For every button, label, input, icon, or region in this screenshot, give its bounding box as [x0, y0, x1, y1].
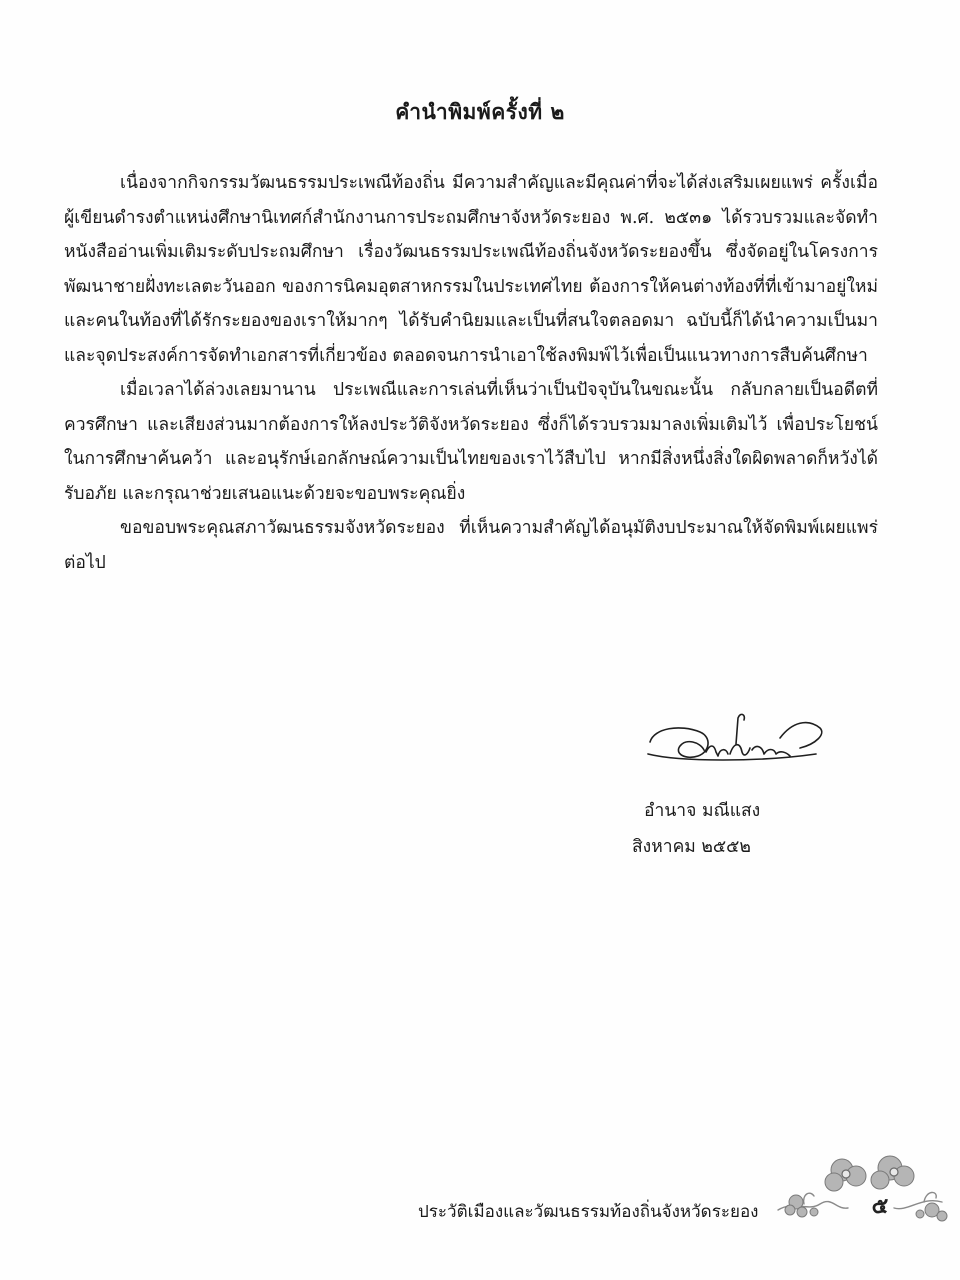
footer-book-title: ประวัติเมืองและวัฒนธรรมท้องถิ่นจังหวัดระยอง: [418, 1202, 759, 1222]
signature-block: [620, 708, 850, 857]
handwritten-signature: [640, 708, 830, 778]
signature-name: อำนาจ มณีแสง: [644, 801, 761, 821]
preface-body: [64, 166, 878, 580]
paragraph-2: เมื่อเวลาได้ล่วงเลยมานาน ประเพณีและการเล่นที่เห็นว่าเป็นปัจจุบันในขณะนั้น กลับกลายเป็นอดีตที่ควรศึกษา และเสียงส่วนมากต้องการให้ลงประวัติจังหวัดระยอง ซึ่งก็ได้รวบรวมมาลงเพิ่มเติมไว้ เพื่อประโยชน์ในการศึกษาค้นคว้า และอนุรักษ์เอกลักษณ์ความเป็นไทยของเราไว้สืบไป หากมีสิ่งหนึ่งสิ่งใดผิดพลาดก็หวังได้รับอภัย และกรุณาช่วยเสนอแนะด้วยจะขอบพระคุณยิ่ง: [64, 380, 878, 504]
signature-date: สิงหาคม ๒๕๕๒: [632, 837, 751, 857]
page-number: ๕: [871, 1193, 889, 1219]
paragraph-1: เนื่องจากกิจกรรมวัฒนธรรมประเพณีท้องถิ่น มีความสำคัญและมีคุณค่าที่จะได้ส่งเสริมเผยแพร่ ครั้งเมื่อผู้เขียนดำรงตำแหน่งศึกษานิเทศก์สำนักงานการประถมศึกษาจังหวัดระยอง พ.ศ. ๒๕๓๑ ได้รวบรวมและจัดทำหนังสืออ่านเพิ่มเติมระดับประถมศึกษา เรื่องวัฒนธรรมประเพณีท้องถิ่นจังหวัดระยองขึ้น ซึ่งจัดอยู่ในโครงการพัฒนาชายฝั่งทะเลตะวันออก ของการนิคมอุตสาหกรรมในประเทศไทย ต้องการให้คนต่างท้องที่ที่เข้ามาอยู่ใหม่และคนในท้องที่ได้รักระยองของเราให้มากๆ ได้รับคำนิยมและเป็นที่สนใจตลอดมา ฉบับนี้ก็ได้นำความเป็นมาและจุดประสงค์การจัดทำเอกสารที่เกี่ยวข้อง ตลอดจนการนำเอาใช้ลงพิมพ์ไว้เพื่อเป็นแนวทางการสืบค้นศึกษา: [64, 173, 878, 366]
page-title: คำนำพิมพ์ครั้งที่ ๒: [395, 99, 565, 124]
paragraph-3: ขอขอบพระคุณสภาวัฒนธรรมจังหวัดระยอง ที่เห็นความสำคัญได้อนุมัติงบประมาณให้จัดพิมพ์เผยแพร่ต่อไป: [64, 518, 878, 573]
